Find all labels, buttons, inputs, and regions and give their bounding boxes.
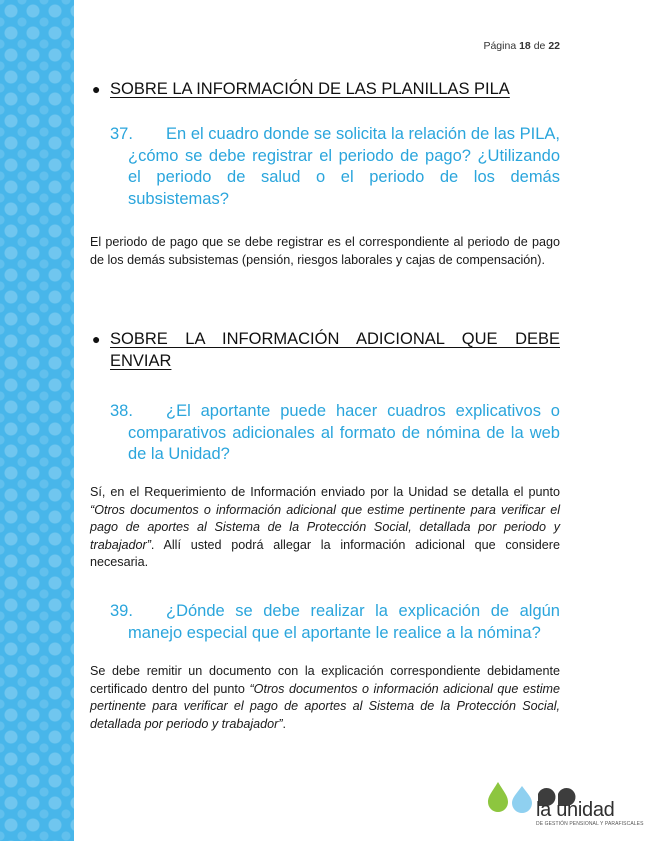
bullet-icon: ● bbox=[92, 331, 101, 347]
question-38-text: ¿El aportante puede hacer cuadros explicativos o comparativos adicionales al formato de nómina de la web de la Unidad? bbox=[128, 402, 560, 463]
section-heading-adicional: ● SOBRE LA INFORMACIÓN ADICIONAL QUE DEBE ENVIAR bbox=[92, 330, 560, 370]
answer-39: Se debe remitir un documento con la explicación correspondiente debidamente certificado dentro del punto “Otros documentos o información adicional que estime pertinente para verificar el pago de aportes al Sistema de la Protección Social, detallada por periodo y trabajador”. bbox=[90, 664, 560, 731]
section-heading-pila: ● SOBRE LA INFORMACIÓN DE LAS PLANILLAS PILA bbox=[92, 80, 510, 98]
question-number: 39. bbox=[110, 602, 133, 620]
question-number: 37. bbox=[110, 125, 133, 143]
logo-name: la unidad bbox=[536, 799, 615, 821]
bullet-icon: ● bbox=[92, 81, 101, 97]
page-number: Página 18 de 22 bbox=[483, 40, 560, 52]
logo-tagline: DE GESTIÓN PENSIONAL Y PARAFISCALES bbox=[536, 821, 644, 827]
question-37-text: En el cuadro donde se solicita la relación de las PILA, ¿cómo se debe registrar el periodo de pago? ¿Utilizando el periodo de salud o el periodo de los demás subsistemas? bbox=[128, 125, 560, 208]
question-39-text: ¿Dónde se debe realizar la explicación de algún manejo especial que el aportante le realice a la nómina? bbox=[128, 602, 560, 642]
question-number: 38. bbox=[110, 402, 133, 420]
decorative-side-band bbox=[0, 0, 74, 841]
answer-37: El periodo de pago que se debe registrar es el correspondiente al periodo de pago de los demás subsistemas (pensión, riesgos laborales y cajas de compensación). bbox=[90, 235, 560, 267]
answer-38: Sí, en el Requerimiento de Información enviado por la Unidad se detalla el punto “Otros documentos o información adicional que estime pertinente para verificar el pago de aportes al Sistema de la Protección Social, detallada por periodo y trabajador”. Allí usted podrá allegar la información adicional que considere necesaria. bbox=[90, 485, 560, 570]
